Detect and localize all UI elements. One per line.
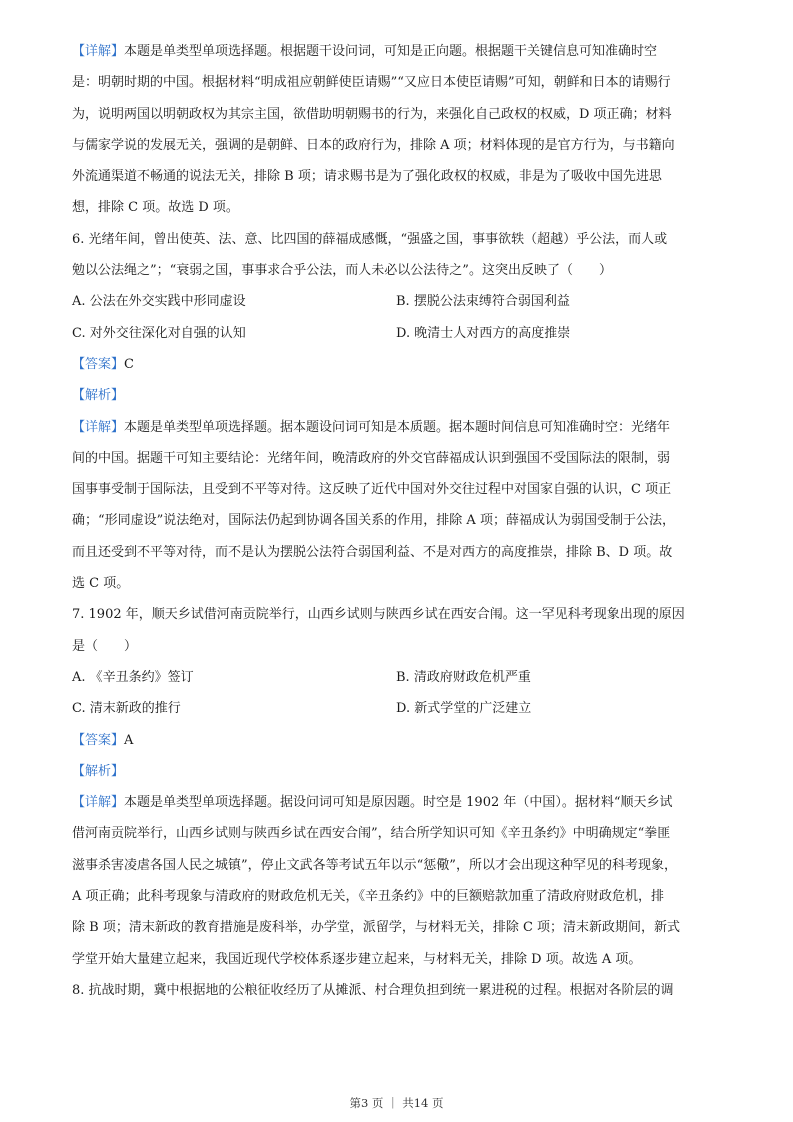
text-run: 间的中国。据题干可知主要结论：光绪年间，晚清政府的外交官薛福成认识到强国不受国际法的限制，弱 <box>72 450 671 466</box>
answer-option: C. 清末新政的推行 <box>72 701 181 717</box>
text-line <box>72 67 722 98</box>
section-tag: 【答案】 <box>72 732 125 748</box>
section-tag: 【解析】 <box>72 388 125 404</box>
text-line <box>72 224 722 255</box>
text-line <box>72 568 722 599</box>
section-tag: 【详解】 <box>72 795 125 811</box>
text-line <box>72 912 722 943</box>
q6-answer <box>72 349 722 380</box>
text-run: 选 C 项。 <box>72 576 130 592</box>
text-run: 本题是单类型单项选择题。根据题干设问词，可知是正向题。根据题干关键信息可知准确时空 <box>124 44 658 59</box>
text-line <box>72 631 722 662</box>
q7-analysis-label <box>72 756 722 787</box>
text-run: 本题是单类型单项选择题。据设问词可知是原因题。时空是 1902 年（中国）。据材料“顺天乡试 <box>124 795 673 811</box>
page-footer: 第3 页 ｜ 共14 页 <box>349 1096 444 1110</box>
q7-stem <box>72 599 722 662</box>
text-run: 是（ ） <box>72 638 138 654</box>
text-line <box>72 130 722 161</box>
section-tag: 【详解】 <box>72 419 125 435</box>
text-run: 想，排除 C 项。故选 D 项。 <box>72 200 239 216</box>
text-line <box>72 818 722 849</box>
answer-option: C. 对外交往深化对自强的认知 <box>72 325 246 341</box>
answer-option: D. 新式学堂的广泛建立 <box>396 701 532 717</box>
text-run: 确；“形同虚设”说法绝对，国际法仍起到协调各国关系的作用，排除 A 项；薛福成认为弱国受制于公法， <box>72 513 675 529</box>
text-run: A 项正确；此科考现象与清政府的财政危机无关，《辛丑条约》中的巨额赔款加重了清政府财政危机，排 <box>72 889 665 905</box>
answer-option: B. 摆脱公法束缚符合弱国利益 <box>396 294 570 310</box>
text-line <box>72 787 722 818</box>
page-content <box>72 36 722 1006</box>
text-line <box>72 599 722 630</box>
text-line <box>72 349 722 380</box>
q7-detail-paragraph <box>72 787 722 975</box>
answer-option: D. 晚清士人对西方的高度推崇 <box>396 325 571 341</box>
text-run: 是：明朝时期的中国。根据材料“明成祖应朝鲜使臣请赐”“又应日本使臣请赐”可知，朝鲜和日本的请赐行 <box>72 75 671 91</box>
text-line <box>72 537 722 568</box>
section-tag: 【答案】 <box>72 356 125 372</box>
q6-stem <box>72 224 722 287</box>
text-line <box>72 192 722 223</box>
text-line <box>72 161 722 192</box>
text-line <box>72 850 722 881</box>
text-line <box>72 881 722 912</box>
text-line <box>72 380 722 411</box>
text-line <box>72 255 722 286</box>
text-line <box>72 944 722 975</box>
text-run: A <box>124 732 134 748</box>
answer-option: A. 《辛丑条约》签订 <box>72 669 194 685</box>
section-tag: 【解析】 <box>72 763 125 779</box>
text-line <box>72 474 722 505</box>
text-run: 为，说明两国以明朝政权为其宗主国，欲借助明朝赐书的行为，来强化自己政权的权威，D 项正确；材料 <box>72 106 672 122</box>
text-run: 8. 抗战时期，冀中根据地的公粮征收经历了从摊派、村合理负担到统一累进税的过程。根据对各阶层的调 <box>72 982 674 998</box>
text-run: 而且还受到不平等对待，而不是认为摆脱公法符合弱国利益、不是对西方的高度推崇，排除 B、D 项。故 <box>72 544 673 560</box>
text-run: 除 B 项；清末新政的教育措施是废科举，办学堂，派留学，与材料无关，排除 C 项；清末新政期间，新式 <box>72 920 681 936</box>
q7-answer <box>72 725 722 756</box>
text-line <box>72 975 722 1006</box>
q5-detail-paragraph <box>72 36 722 224</box>
q6-options <box>72 286 722 349</box>
q7-options <box>72 662 722 725</box>
text-run: 学堂开始大量建立起来，我国近现代学校体系逐步建立起来，与材料无关，排除 D 项。故选 A 项。 <box>72 951 642 967</box>
text-run: 外流通渠道不畅通的说法无关，排除 B 项；请求赐书是为了强化政权的权威，非是为了吸收中国先进思 <box>72 169 662 185</box>
answer-option: B. 清政府财政危机严重 <box>396 669 531 685</box>
answer-option: A. 公法在外交实践中形同虚设 <box>72 294 246 310</box>
text-run: 滋事杀害凌虐各国人民之城镇”，停止文武各等考试五年以示“惩儆”，所以才会出现这种罕见的科考现象， <box>72 857 677 873</box>
q6-detail-paragraph <box>72 412 722 600</box>
text-line <box>72 412 722 443</box>
text-run: 与儒家学说的发展无关，强调的是朝鲜、日本的政府行为，排除 A 项；材料体现的是官方行为，与书籍向 <box>72 137 675 153</box>
text-run: 7. 1902 年，顺天乡试借河南贡院举行，山西乡试则与陕西乡试在西安合闱。这一罕见科考现象出现的原因 <box>72 607 685 623</box>
text-line <box>72 36 722 67</box>
text-run: 6. 光绪年间，曾出使英、法、意、比四国的薛福成感慨，“强盛之国，事事欲轶（超越）乎公法，而人或 <box>72 231 668 247</box>
text-run: 国事事受制于国际法，且受到不平等对待。这反映了近代中国对外交往过程中对国家自强的认识，C 项正 <box>72 482 672 498</box>
q6-analysis-label <box>72 380 722 411</box>
section-tag: 【详解】 <box>72 44 125 59</box>
text-run: 本题是单类型单项选择题。据本题设问词可知是本质题。据本题时间信息可知准确时空：光绪年 <box>124 419 671 435</box>
text-line <box>72 505 722 536</box>
q8-stem <box>72 975 722 1006</box>
text-line <box>72 756 722 787</box>
text-line <box>72 725 722 756</box>
text-run: 借河南贡院举行，山西乡试则与陕西乡试在西安合闱”，结合所学知识可知《辛丑条约》中明确规定“拳匪 <box>72 826 671 842</box>
text-run: C <box>124 356 134 372</box>
text-line <box>72 99 722 130</box>
text-run: 勉以公法绳之”；“衰弱之国，事事求合乎公法，而人未必以公法待之”。这突出反映了（ ） <box>72 263 612 279</box>
text-line <box>72 443 722 474</box>
